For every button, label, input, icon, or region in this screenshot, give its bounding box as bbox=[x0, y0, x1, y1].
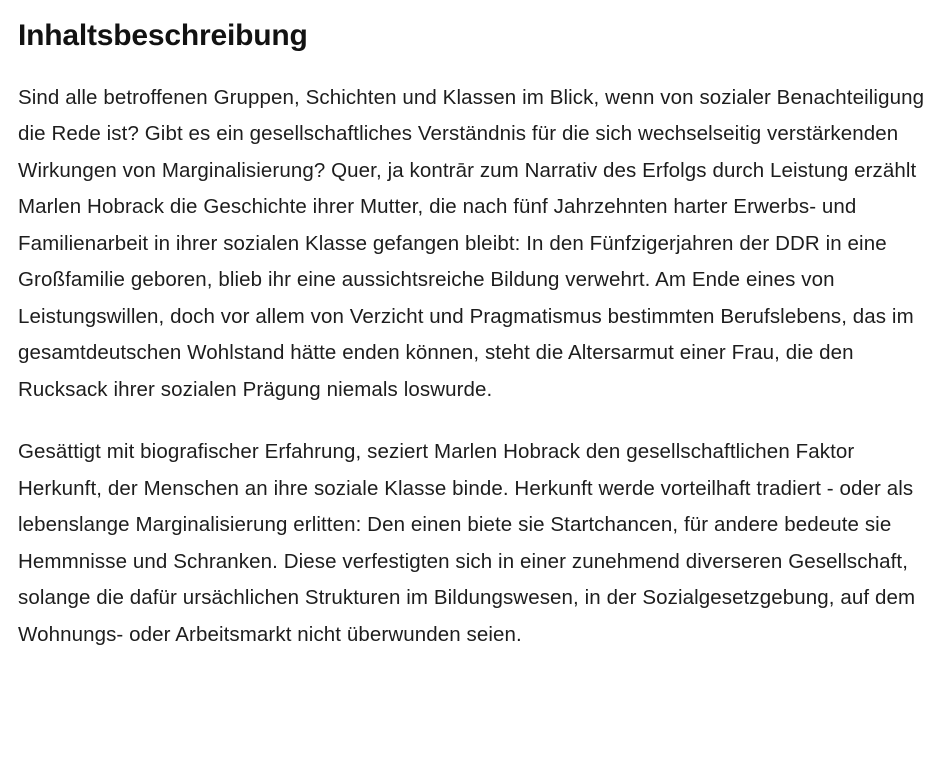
page-title: Inhaltsbeschreibung bbox=[18, 19, 308, 52]
description-paragraph-1: Sind alle betroffenen Gruppen, Schichten und Klassen im Blick, wenn von sozialer Benachteiligung die Rede ist? Gibt es ein gesellschaftliches Verständnis für die sich wechselseitig verstärkenden Wirkungen von Marginalisierung? Quer, ja kontrār zum Narrativ des Erfolgs durch Leistung erzählt Marlen Hobrack die Geschichte ihrer Mutter, die nach fünf Jahrzehnten harter Erwerbs- und Familienarbeit in ihrer sozialen Klasse gefangen bleibt: In den Fünfzigerjahren der DDR in eine Großfamilie geboren, blieb ihr eine aussichtsreiche Bildung verwehrt. Am Ende eines von Leistungswillen, doch vor allem von Verzicht und Pragmatismus bestimmten Berufslebens, das im gesamtdeutschen Wohlstand hätte enden können, steht die Altersarmut einer Frau, die den Rucksack ihrer sozialen Prägung niemals loswurde. bbox=[18, 86, 925, 401]
description-paragraph-2: Gesättigt mit biografischer Erfahrung, seziert Marlen Hobrack den gesellschaftlichen Faktor Herkunft, der Menschen an ihre soziale Klasse binde. Herkunft werde vorteilhaft tradiert - oder als lebenslange Marginalisierung erlitten: Den einen biete sie Startchancen, für andere bedeute sie Hemmnisse und Schranken. Diese verfestigten sich in einer zunehmend diverseren Gesellschaft, solange die dafür ursächlichen Strukturen im Bildungswesen, in der Sozialgesetzgebung, auf dem Wohnungs- oder Arbeitsmarkt nicht überwunden seien. bbox=[18, 440, 916, 646]
